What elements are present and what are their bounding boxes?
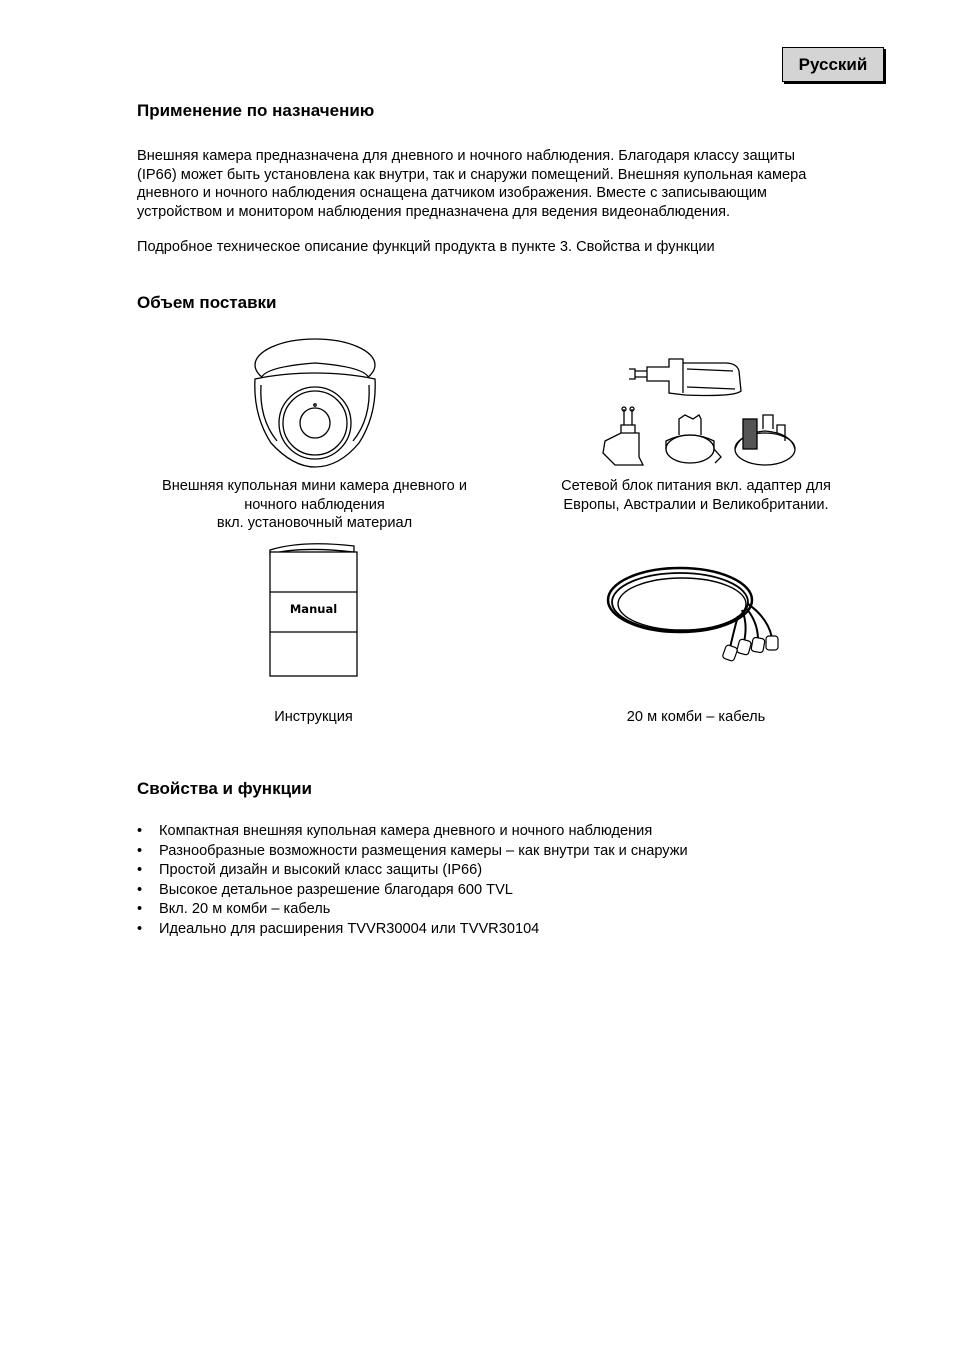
language-badge: Русский <box>782 47 884 82</box>
list-item: • Простой дизайн и высокий класс защиты (IP66) <box>137 861 688 881</box>
combo-cable-image <box>602 560 784 668</box>
list-item: • Идеально для расширения TVVR30004 или TVVR30104 <box>137 920 688 940</box>
caption-line: Европы, Австралии и Великобритании. <box>563 496 829 513</box>
caption-line: Внешняя купольная мини камера дневного и <box>162 478 467 494</box>
intended-use-line: Внешняя камера предназначена для дневного и ночного наблюдения. Благодаря классу защиты <box>137 148 795 164</box>
intended-use-heading: Применение по назначению <box>137 101 375 120</box>
power-supply-image <box>595 345 810 472</box>
function-reference-text: Подробное техническое описание функций продукта в пункте 3. Свойства и функции <box>137 239 715 255</box>
list-item: • Разнообразные возможности размещения камеры – как внутри так и снаружи <box>137 842 688 862</box>
cable-caption: 20 м комби – кабель <box>626 709 766 725</box>
caption-line: ночного наблюдения <box>244 496 385 513</box>
intended-use-line: устройством и монитором наблюдения предназначена для ведения видеонаблюдения. <box>137 203 731 220</box>
intended-use-line: дневного и ночного наблюдения оснащена датчиком изображения. Вместе с записывающим <box>137 185 767 201</box>
list-item: • Высокое детальное разрешение благодаря 600 TVL <box>137 881 688 901</box>
dome-camera-image <box>243 335 388 475</box>
intended-use-paragraph <box>137 147 887 221</box>
camera-caption <box>137 477 492 533</box>
features-heading: Свойства и функции <box>137 779 312 798</box>
manual-caption: Инструкция <box>274 709 353 725</box>
caption-line: вкл. установочный материал <box>216 515 413 531</box>
manual-label: Manual <box>289 602 338 616</box>
features-list <box>137 822 688 939</box>
power-supply-caption <box>525 477 867 514</box>
list-item: • Компактная внешняя купольная камера дневного и ночного наблюдения <box>137 822 688 842</box>
delivery-heading: Объем поставки <box>137 293 277 312</box>
list-item: • Вкл. 20 м комби – кабель <box>137 900 688 920</box>
intended-use-line: (IP66) может быть установлена как внутри, так и снаружи помещений. Внешняя купольная камера <box>137 166 807 183</box>
caption-line: Сетевой блок питания вкл. адаптер для <box>561 478 831 494</box>
